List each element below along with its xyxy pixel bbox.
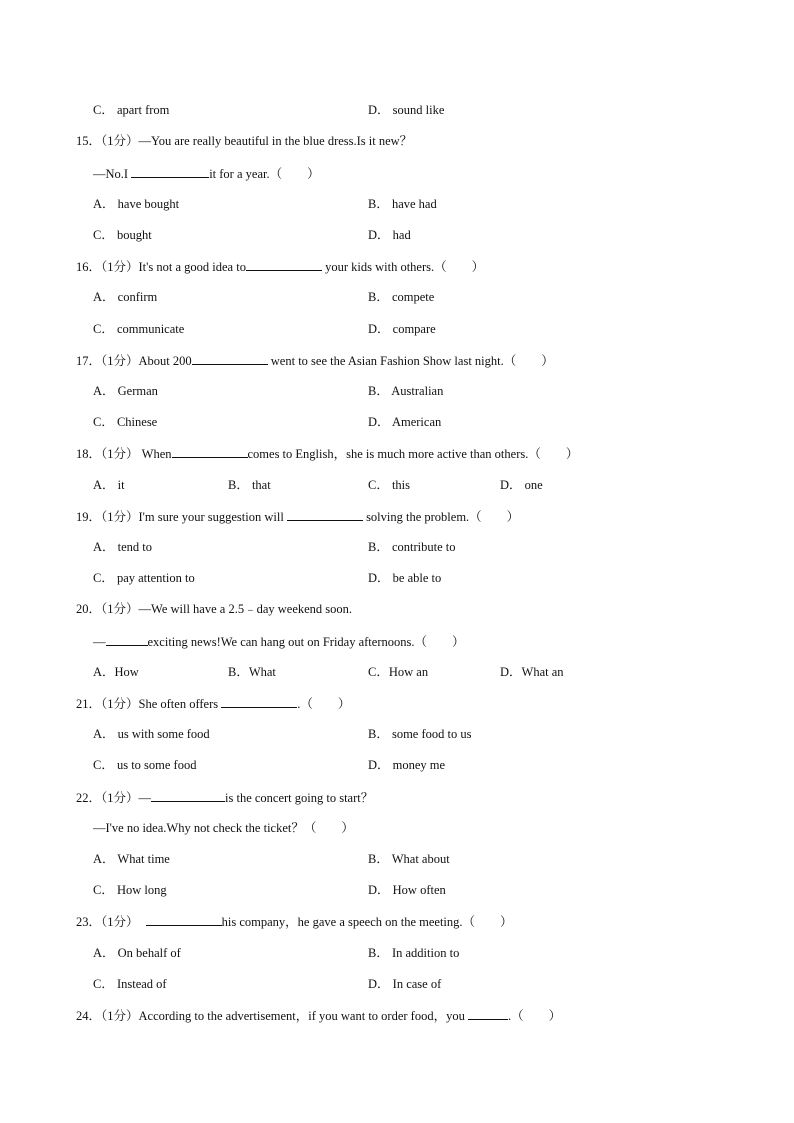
q23-option-b: B． In addition to (368, 946, 460, 960)
q24-stem-a: According to the advertisement，if you want to order food，you (138, 1009, 468, 1023)
q22-option-a: A． What time (93, 852, 170, 866)
answer-blank (221, 695, 297, 708)
q17-stem-b: went to see the Asian Fashion Show last night.（ ） (267, 354, 554, 368)
q18-option-b: B． that (228, 478, 271, 492)
answer-blank (172, 445, 248, 458)
q15-line2-b: it for a year.（ ） (209, 167, 320, 181)
q21-stem-a: She often offers (138, 697, 222, 711)
q16-number: 16．（1分） (76, 260, 139, 274)
q15-line2 (93, 165, 320, 182)
q17-option-c: C． Chinese (93, 415, 158, 429)
q17-number: 17．（1分） (76, 354, 139, 368)
q19-stem-b: solving the problem.（ ） (362, 510, 520, 524)
q23-stem-b: his company，he gave a speech on the meeting.（ ） (221, 915, 513, 929)
q21-stem (76, 695, 350, 712)
q19-stem (76, 508, 519, 525)
q16-stem (76, 258, 484, 275)
q20-option-b: B．What (228, 665, 276, 679)
q16-option-b: B． compete (368, 290, 435, 304)
q21-option-a: A． us with some food (93, 727, 210, 741)
q24-number: 24．（1分） (76, 1009, 139, 1023)
answer-blank (192, 352, 268, 365)
q22-number: 22．（1分） (76, 791, 139, 805)
q21-number: 21．（1分） (76, 697, 139, 711)
q15-stem (76, 133, 412, 149)
answer-blank (246, 258, 322, 271)
q20-stem (76, 601, 352, 617)
q17-stem-a: About 200 (138, 354, 192, 368)
q20-line2-a: — (93, 635, 106, 649)
q23-option-a: A． On behalf of (93, 946, 181, 960)
q24-stem (76, 1007, 561, 1024)
q22-option-b: B． What about (368, 852, 450, 866)
q17-stem (76, 352, 554, 369)
q15-line2-a: —No.I (93, 167, 132, 181)
q15-option-a: A． have bought (93, 197, 180, 211)
q17-option-b: B． Australian (368, 384, 444, 398)
answer-blank (106, 633, 148, 646)
answer-blank (146, 913, 222, 926)
q20-option-a: A．How (93, 665, 139, 679)
q15-stem-text: —You are really beautiful in the blue dress.Is it new？ (138, 134, 413, 148)
q14-option-d: D． sound like (368, 103, 445, 117)
q23-option-c: C． Instead of (93, 977, 167, 991)
q21-option-c: C． us to some food (93, 758, 197, 772)
q20-number: 20．（1分） (76, 602, 139, 616)
q18-option-d: D． one (500, 478, 543, 492)
q22-line2: —I've no idea.Why not check the ticket？（ ） (93, 821, 354, 835)
q20-stem-text: —We will have a 2.5﹣day weekend soon. (138, 602, 353, 616)
q21-option-b: B． some food to us (368, 727, 472, 741)
q17-option-a: A． German (93, 384, 158, 398)
q16-stem-a: It's not a good idea to (138, 260, 246, 274)
q16-stem-b: your kids with others.（ ） (321, 260, 485, 274)
q18-number: 18．（1分） (76, 447, 139, 461)
q20-line2-b: exciting news!We can hang out on Friday afternoons.（ ） (147, 635, 465, 649)
q22-option-c: C． How long (93, 883, 167, 897)
q18-option-c: C． this (368, 478, 411, 492)
q16-option-d: D． compare (368, 322, 436, 336)
q22-stem-a: — (138, 791, 152, 805)
answer-blank (151, 789, 225, 802)
q18-option-a: A． it (93, 478, 125, 492)
q18-stem-a: When (138, 447, 172, 461)
q16-option-a: A． confirm (93, 290, 158, 304)
q15-option-d: D． had (368, 228, 411, 242)
q19-number: 19．（1分） (76, 510, 139, 524)
q18-stem (76, 445, 578, 462)
answer-blank (468, 1007, 508, 1020)
q21-stem-b: .（ ） (297, 697, 351, 711)
q22-option-d: D． How often (368, 883, 446, 897)
q20-option-d: D．What an (500, 665, 564, 679)
q23-option-d: D． In case of (368, 977, 442, 991)
q15-number: 15．（1分） (76, 134, 139, 148)
q22-stem (76, 789, 373, 806)
q19-stem-a: I'm sure your suggestion will (138, 510, 287, 524)
q23-stem (76, 913, 513, 930)
q14-option-c: C． apart from (93, 103, 170, 117)
q23-stem-a (139, 915, 142, 929)
q16-option-c: C． communicate (93, 322, 185, 336)
q15-option-b: B． have had (368, 197, 437, 211)
q24-stem-b: .（ ） (507, 1009, 562, 1023)
q17-option-d: D． American (368, 415, 442, 429)
q20-line2 (93, 633, 464, 650)
q22-stem-b: is the concert going to start？ (225, 791, 374, 805)
q19-option-a: A． tend to (93, 540, 153, 554)
q19-option-c: C． pay attention to (93, 571, 195, 585)
q19-option-b: B． contribute to (368, 540, 456, 554)
q23-number: 23．（1分） (76, 915, 139, 929)
q21-option-d: D． money me (368, 758, 446, 772)
q20-option-c: C．How an (368, 665, 429, 679)
q19-option-d: D． be able to (368, 571, 442, 585)
answer-blank (287, 508, 363, 521)
answer-blank (131, 165, 209, 178)
q15-option-c: C． bought (93, 228, 152, 242)
q18-stem-b: comes to English，she is much more active than others.（ ） (247, 447, 579, 461)
